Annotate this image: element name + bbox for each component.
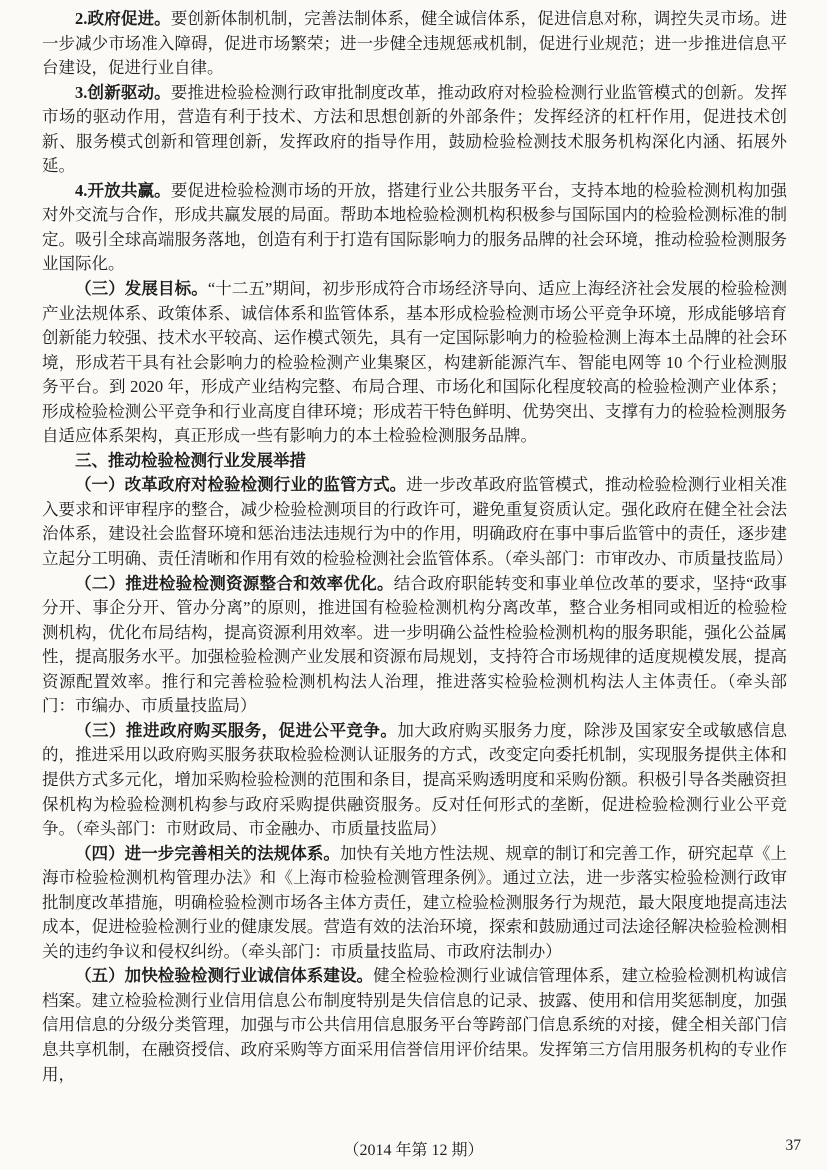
paragraph-lead: （三）发展目标。 xyxy=(75,279,208,299)
paragraph-text: 要促进检验检测市场的开放，搭建行业公共服务平台，支持本地的检验检测机构加强对外交流与合作，形成共赢发展的局面。帮助本地检验检测机构积极参与国际国内的检验检测标准的制定。吸引全球高端服务落地，创造有利于打造有国际影响力的服务品牌的社会环境，推动检验检测服务业国际化。 xyxy=(42,180,788,274)
paragraph-lead: （二）推进检验检测资源整合和效率优化。 xyxy=(75,573,394,593)
paragraph-lead: （三）推进政府购买服务，促进公平竞争。 xyxy=(75,720,398,740)
paragraph-lead: 4.开放共赢。 xyxy=(75,180,171,200)
footer xyxy=(0,1137,827,1161)
journal-issue: （2014 年第 12 期） xyxy=(343,1142,484,1159)
paragraph-lead: （一）改革政府对检验检测行业的监管方式。 xyxy=(75,475,407,495)
section-heading: 三、推动检验检测行业发展举措 xyxy=(75,450,306,470)
paragraph-text: 要推进检验检测行政审批制度改革，推动政府对检验检测行业监管模式的创新。发挥市场的驱动作用，营造有利于技术、方法和思想创新的外部条件；发挥经济的杠杆作用，促进技术创新、服务模式创新和管理创新，发挥政府的指导作用，鼓励检验检测技术服务机构深化内涵、拓展外延。 xyxy=(42,82,788,176)
paragraph-lead: （五）加快检验检测行业诚信体系建设。 xyxy=(75,966,374,986)
paragraph xyxy=(42,81,787,179)
paragraph-text: 结合政府职能转变和事业单位改革的要求，坚持“政事分开、事企分开、管办分离”的原则，推进国有检验检测机构分离改革，整合业务相同或相近的检验检测机构，优化布局结构，提高资源利用效率。进一步明确公益性检验检测机构的服务职能，强化公益属性，提高服务水平。加强检验检测产业发展和资源布局规划，支持符合市场规律的适度规模发展，提高资源配置效率。推行和完善检验检测机构法人治理，推进落实检验检测机构法人主体责任。（牵头部门：市编办、市质量技监局） xyxy=(42,573,787,716)
page-number: 37 xyxy=(785,1137,801,1154)
paragraph xyxy=(42,179,787,277)
paragraph-text: 加大政府购买服务力度，除涉及国家安全或敏感信息的，推进采用以政府购买服务获取检验检测认证服务的方式，改变定向委托机制，实现服务提供主体和提供方式多元化，增加采购检验检测的范围和条目，提高采购透明度和采购份额。积极引导各类融资担保机构为检验检测机构参与政府采购提供融资服务。反对任何形式的垄断，促进检验检测行业公平竞争。（牵头部门：市财政局、市金融办、市质量技监局） xyxy=(42,720,788,839)
paragraph xyxy=(42,473,793,571)
paragraph-text: “十二五”期间，初步形成符合市场经济导向、适应上海经济社会发展的检验检测产业法规体系、政策体系、诚信体系和监管体系，基本形成检验检测市场公平竞争环境，形成能够培育创新能力较强、技术水平较高、运作模式领先，具有一定国际影响力的检验检测上海本土品牌的社会环境，形成若干具有社会影响力的检验检测产业集聚区，构建新能源汽车、智能电网等 10 个行业检测服务平台。到 2020 年，形成产业结构完整、布局合理、市场化和国际化程度较高的检验检测产业体系；形成检验检测公平竞争和行业高度自律环境；形成若干特色鲜明、优势突出、支撑有力的检验检测服务自适应体系架构，真正形成一些有影响力的本土检验检测服务品牌。 xyxy=(42,279,788,446)
paragraph-text: 进一步改革政府监管模式，推动检验检测行业相关准入要求和评审程序的整合，减少检验检测项目的行政许可，避免重复资质认定。强化政府在健全社会法治体系，建设社会监督环境和惩治违法违规行为中的作用，明确政府在事中事后监管中的责任，逐步建立起分工明确、责任清晰和作用有效的检验检测社会监管体系。（牵头部门：市审改办、市质量技监局） xyxy=(42,475,793,569)
paragraph xyxy=(42,7,787,81)
paragraph-text: 健全检验检测行业诚信管理体系，建立检验检测机构诚信档案。建立检验检测行业信用信息公布制度特别是失信信息的记录、披露、使用和信用奖惩制度，加强信用信息的分级分类管理，加强与市公共信用信息服务平台等跨部门信息系统的对接，健全相关部门信息共享机制，在融资授信、政府采购等方面采用信誉信用评价结果。发挥第三方信用服务机构的专业作用， xyxy=(42,966,788,1084)
paragraph-lead: （四）进一步完善相关的法规体系。 xyxy=(75,843,340,863)
paragraph xyxy=(42,277,787,449)
paragraph-lead: 3.创新驱动。 xyxy=(75,82,171,102)
paragraph xyxy=(42,719,787,842)
paragraph xyxy=(42,964,787,1087)
paragraph xyxy=(42,842,787,965)
paragraph xyxy=(42,572,787,719)
paragraph-text: 要创新体制机制，完善法制体系，健全诚信体系，促进信息对称，调控失灵市场。进一步减少市场准入障碍，促进市场繁荣；进一步健全违规惩戒机制，促进行业规范；进一步推进信息平台建设，促进行业自律。 xyxy=(42,9,788,78)
paragraph-text: 加快有关地方性法规、规章的制订和完善工作，研究起草《上海市检验检测机构管理办法》和《上海市检验检测管理条例》。通过立法，进一步落实检验检测行政审批制度改革措施，明确检验检测市场各主体方责任，建立检验检测服务行为规范，最大限度地提高违法成本，促进检验检测行业的健康发展。营造有效的法治环境，探索和鼓励通过司法途径解决检验检测相关的违约争议和侵权纠纷。（牵头部门：市质量技监局、市政府法制办） xyxy=(42,843,788,961)
paragraph-lead: 2.政府促进。 xyxy=(75,9,171,28)
